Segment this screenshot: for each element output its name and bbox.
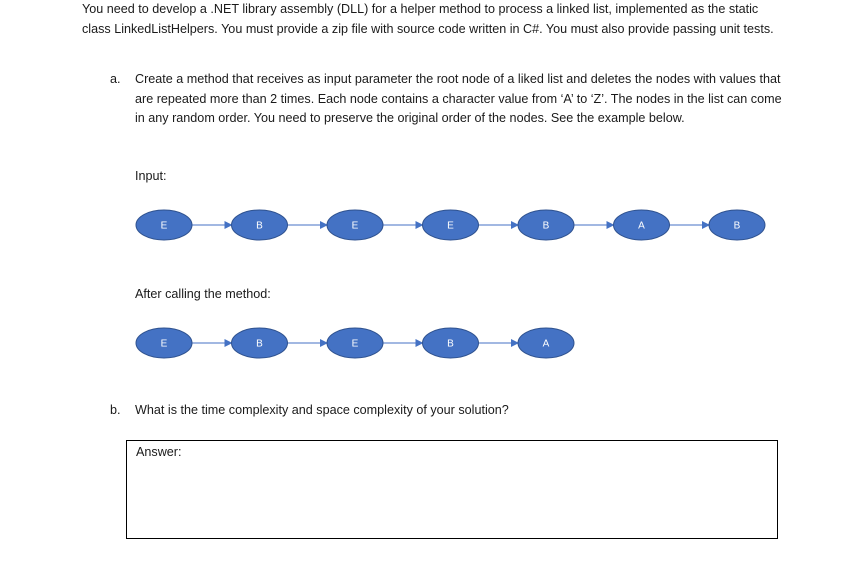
input-node-value: A	[638, 220, 645, 232]
input-node-value: E	[160, 220, 168, 232]
output-linked-list	[0, 323, 841, 363]
output-node-value: B	[447, 338, 454, 350]
item-a-text: Create a method that receives as input parameter the root node of a liked list and deletes the nodes with values that are repeated more than 2 times. Each node contains a character value from ‘A’ to ‘Z’. The nodes in the list can come in any random order. You need to preserve the original order of the nodes. See the example below.	[135, 72, 782, 125]
answer-label: Answer:	[136, 445, 182, 459]
output-node	[327, 328, 383, 358]
input-node	[232, 210, 288, 240]
output-node	[136, 328, 192, 358]
input-node	[327, 210, 383, 240]
after-label: After calling the method:	[135, 287, 271, 301]
item-a-marker: a.	[110, 72, 121, 86]
output-node-value: B	[256, 338, 263, 350]
item-b-text: What is the time complexity and space complexity of your solution?	[135, 403, 509, 417]
input-linked-list	[0, 205, 841, 245]
input-node	[136, 210, 192, 240]
answer-box[interactable]	[126, 440, 778, 539]
intro-paragraph: You need to develop a .NET library assembly (DLL) for a helper method to process a linked list, implemented as the static class LinkedListHelpers. You must provide a zip file with source code written in C#. You must also provide passing unit tests.	[82, 2, 774, 36]
input-node	[709, 210, 765, 240]
input-node-value: B	[256, 220, 263, 232]
input-node-value: B	[733, 220, 741, 232]
input-node-value: E	[351, 220, 359, 232]
output-node-value: E	[351, 338, 359, 350]
input-node	[518, 210, 574, 240]
input-node	[614, 210, 670, 240]
output-node-value: A	[542, 338, 550, 350]
input-label: Input:	[135, 169, 167, 183]
output-node-value: E	[160, 338, 168, 350]
item-b-marker: b.	[110, 403, 121, 417]
input-node-value: B	[542, 220, 550, 232]
input-node	[423, 210, 479, 240]
output-node	[232, 328, 288, 358]
input-node-value: E	[447, 220, 454, 232]
output-node	[423, 328, 479, 358]
output-node	[518, 328, 574, 358]
